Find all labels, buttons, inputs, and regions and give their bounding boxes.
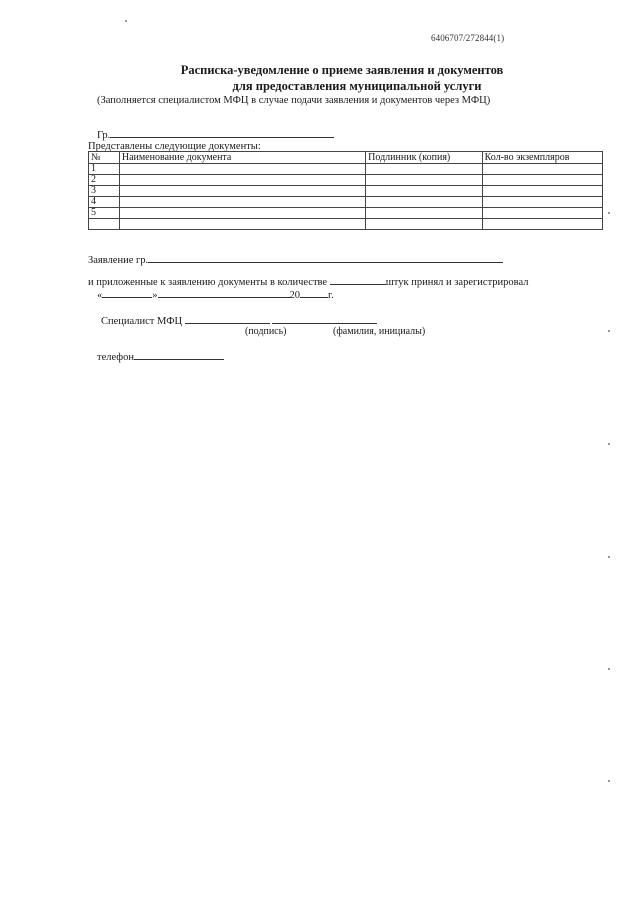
table-row (89, 175, 603, 186)
header-original-copy: Подлинник (копия) (366, 152, 482, 164)
specialist-label: Специалист МФЦ (101, 316, 183, 327)
date-line (97, 288, 334, 301)
documents-table (88, 151, 603, 230)
copies-count-cell[interactable] (482, 186, 602, 197)
title-line-1: Расписка-уведомление о приеме заявления и документов (180, 63, 504, 77)
original-copy-cell[interactable] (366, 175, 482, 186)
row-number: 4 (89, 197, 120, 208)
row-number (89, 219, 120, 230)
documents-count-field[interactable] (330, 275, 386, 285)
phone-line (97, 350, 224, 363)
scan-speck (608, 556, 610, 558)
table-header-row (89, 152, 603, 164)
document-name-cell[interactable] (119, 208, 365, 219)
original-copy-cell[interactable] (366, 219, 482, 230)
copies-count-cell[interactable] (482, 219, 602, 230)
signature-caption: (подпись) (245, 326, 287, 337)
document-name-cell[interactable] (119, 219, 365, 230)
document-name-cell[interactable] (119, 164, 365, 175)
citizen-label: Гр. (97, 130, 111, 141)
date-month-field[interactable] (158, 288, 290, 298)
header-number: № (89, 152, 120, 164)
table-row (89, 208, 603, 219)
copies-count-cell[interactable] (482, 175, 602, 186)
documents-intro: Представлены следующие документы: (88, 141, 261, 152)
row-number: 2 (89, 175, 120, 186)
document-number: 6406707/272844(1) (431, 33, 505, 43)
original-copy-cell[interactable] (366, 197, 482, 208)
citizen-line (97, 128, 334, 141)
title-line-2: для предоставления муниципальной услуги (232, 79, 482, 93)
name-caption: (фамилия, инициалы) (333, 326, 426, 337)
copies-count-cell[interactable] (482, 208, 602, 219)
date-day-field[interactable] (102, 288, 152, 298)
row-number: 1 (89, 164, 120, 175)
scan-speck (608, 780, 610, 782)
table-row (89, 164, 603, 175)
header-copies-count: Кол-во экземпляров (482, 152, 602, 164)
scan-speck (608, 212, 610, 214)
specialist-name-field[interactable] (272, 314, 377, 324)
header-document-name: Наименование документа (119, 152, 365, 164)
document-name-cell[interactable] (119, 175, 365, 186)
date-year-suffix: г. (328, 290, 334, 301)
scan-speck (608, 668, 610, 670)
document-name-cell[interactable] (119, 186, 365, 197)
phone-field[interactable] (134, 350, 224, 360)
scan-speck (608, 443, 610, 445)
attached-text-2: штук принял и зарегистрировал (385, 277, 529, 288)
citizen-name-field[interactable] (110, 128, 334, 138)
original-copy-cell[interactable] (366, 186, 482, 197)
original-copy-cell[interactable] (366, 164, 482, 175)
scan-speck (608, 330, 610, 332)
copies-count-cell[interactable] (482, 197, 602, 208)
application-name-field[interactable] (148, 253, 503, 263)
date-close-quote: » (152, 290, 158, 301)
attached-line (88, 275, 528, 288)
scan-speck (125, 20, 127, 22)
row-number: 5 (89, 208, 120, 219)
application-line (88, 253, 503, 266)
table-row (89, 219, 603, 230)
table-row (89, 186, 603, 197)
original-copy-cell[interactable] (366, 208, 482, 219)
table-row (89, 197, 603, 208)
document-name-cell[interactable] (119, 197, 365, 208)
row-number: 3 (89, 186, 120, 197)
phone-label: телефон (97, 352, 134, 363)
date-year-field[interactable] (300, 288, 328, 298)
subtitle: (Заполняется специалистом МФЦ в случае подачи заявления и документов через МФЦ) (97, 95, 491, 106)
date-year-prefix: 20 (289, 290, 300, 301)
copies-count-cell[interactable] (482, 164, 602, 175)
signature-field[interactable] (185, 314, 270, 324)
application-label: Заявление гр. (88, 255, 149, 266)
attached-text-1: и приложенные к заявлению документы в количестве (88, 277, 328, 288)
date-open-quote: « (97, 290, 103, 301)
